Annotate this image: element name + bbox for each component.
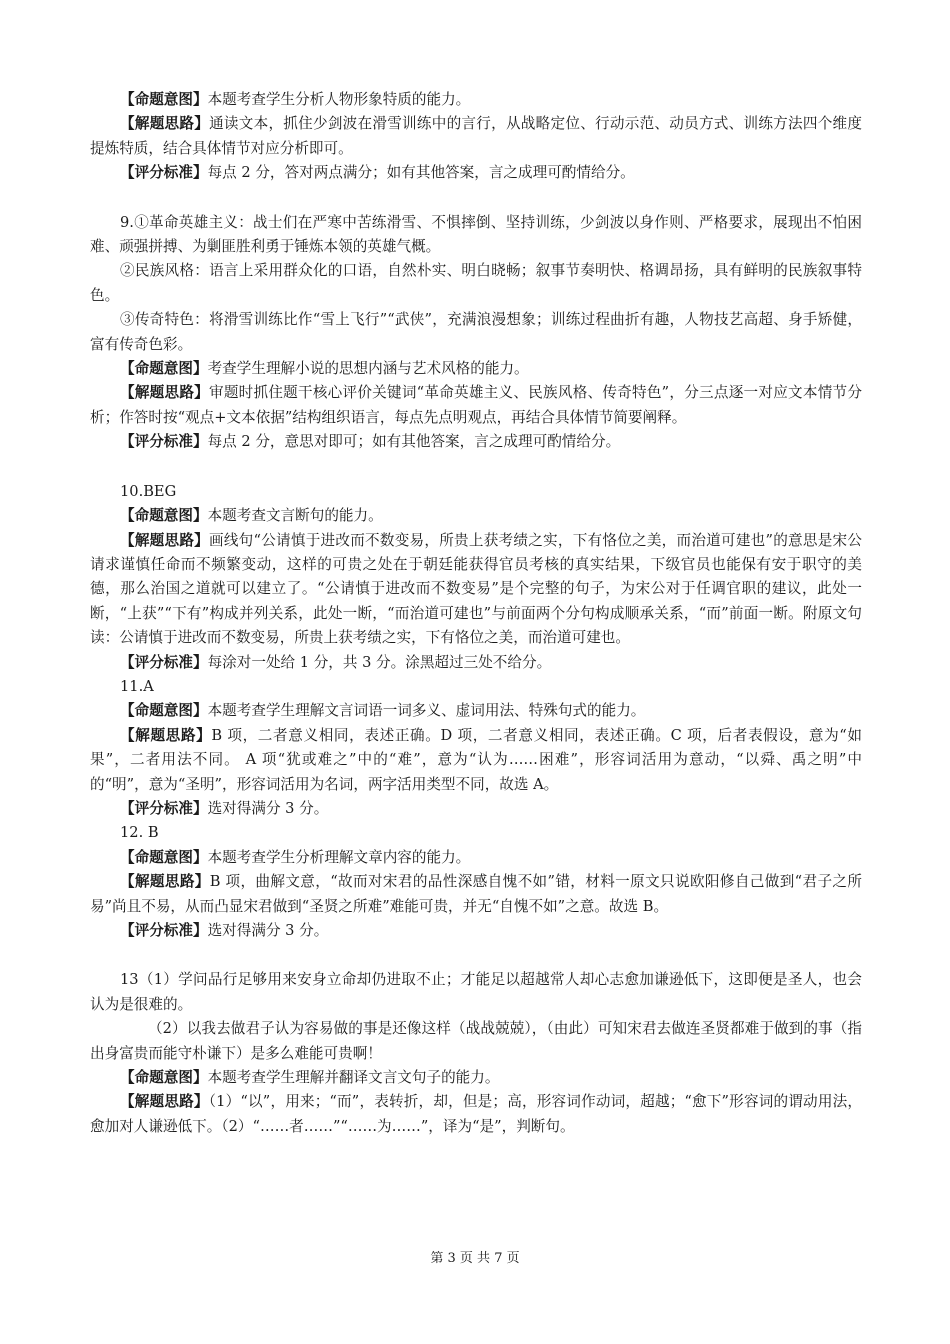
approach-tag: 【解题思路】 (120, 726, 212, 744)
intent-tag: 【命题意图】 (120, 848, 208, 866)
q10-approach: 【解题思路】画线句“公请慎于进改而不数变易，所贵上获考绩之实，下有恪位之美，而治道可建也”的意思是宋公请求谨慎任命而不频繁变动，这样的可贵之处在于朝廷能获得官员考核的真实结果，下级官员也能保有安于职守的美德，那么治国之道就可以建立了。“公请慎于进改而不数变易”是个完整的句子，为宋公对于任调官职的建议，此处一断，“上获”“下有”构成并列关系，此处一断，“而治道可建也”与前面两个分句构成顺承关系，“而”前面一断。附原文句读：公请慎于进改而不数变易，所贵上获考绩之实，下有恪位之美，而治道可建也。 (90, 531, 862, 647)
q11-approach: 【解题思路】B 项，二者意义相同，表述正确。D 项，二者意义相同，表述正确。C 项，后者表假设，意为“如果”，二者用法不同。 A 项“犹或难之”中的“难”，意为“认为……困难”，形容词活用为意动，“以舜、禹之明”中的“明”，意为“圣明”，形容词活用为名词，两字活用类型不同，故选 A。 (90, 726, 862, 793)
page-footer: 第 3 页 共 7 页 (430, 1251, 520, 1266)
q8-intent: 【命题意图】本题考查学生分析人物形象特质的能力。 (120, 91, 471, 108)
q13-answer-2: （2）以我去做君子认为容易做的事是还像这样（战战兢兢），（由此）可知宋君去做连圣贤都难于做到的事（指出身富贵而能守朴谦下）是多么难能可贵啊！ (90, 1020, 862, 1062)
q12-intent: 【命题意图】本题考查学生分析理解文章内容的能力。 (120, 848, 471, 866)
q13-approach: 【解题思路】（1）“以”，用来；“而”，表转折，却，但是；高，形容词作动词，超越；“愈下”形容词的谓动用法，愈加对人谦逊低下。（2）“……者……”“……为……”，译为“是”，判断句。 (90, 1093, 862, 1135)
q13-answer-1: 13（1）学问品行足够用来安身立命却仍进取不止；才能足以超越常人却心志愈加谦逊低下，这即便是圣人，也会认为是很难的。 (90, 971, 862, 1013)
q12-score: 【评分标准】选对得满分 3 分。 (120, 922, 329, 939)
q8-approach: 【解题思路】通读文本，抓住少剑波在滑雪训练中的言行，从战略定位、行动示范、动员方式、训练方法四个维度提炼特质，结合具体情节对应分析即可。 (90, 115, 862, 157)
q11-intent: 【命题意图】本题考查学生理解文言词语一词多义、虚词用法、特殊句式的能力。 (120, 702, 646, 720)
score-tag: 【评分标准】 (120, 164, 208, 182)
q9-score: 【评分标准】每点 2 分，意思对即可；如有其他答案，言之成理可酌情给分。 (120, 433, 621, 451)
approach-tag: 【解题思路】 (120, 384, 209, 402)
approach-tag: 【解题思路】 (120, 873, 210, 891)
score-tag: 【评分标准】 (120, 799, 208, 817)
q9-answer-1: 9.①革命英雄主义：战士们在严寒中苦练滑雪、不惧摔倒、坚持训练，少剑波以身作则、严格要求，展现出不怕困难、顽强拼搏、为剿匪胜利勇于锤炼本领的英雄气概。 (90, 213, 862, 256)
intent-tag: 【命题意图】 (120, 702, 208, 720)
score-tag: 【评分标准】 (120, 433, 208, 451)
intent-tag: 【命题意图】 (120, 1069, 208, 1087)
q11-answer: 11.A (120, 677, 154, 695)
q10-answer: 10.BEG (120, 482, 177, 500)
q9-answer-3: ③传奇特色：将滑雪训练比作“雪上飞行”“武侠”，充满浪漫想象；训练过程曲折有趣，人物技艺高超、身手矫健，富有传奇色彩。 (90, 311, 862, 353)
q10-intent: 【命题意图】本题考查文言断句的能力。 (120, 507, 383, 525)
score-tag: 【评分标准】 (120, 922, 208, 939)
q12-approach: 【解题思路】B 项，曲解文意，“故而对宋君的品性深感自愧不如”错，材料一原文只说欧阳修自己做到“君子之所易”尚且不易，从而凸显宋君做到“圣贤之所难”难能可贵，并无“自愧不如”之意。故选 B。 (90, 873, 862, 915)
q9-answer-2: ②民族风格：语言上采用群众化的口语，自然朴实、明白晓畅；叙事节奏明快、格调昂扬，具有鲜明的民族叙事特色。 (90, 262, 862, 304)
q8-score: 【评分标准】每点 2 分，答对两点满分；如有其他答案，言之成理可酌情给分。 (120, 164, 635, 182)
score-tag: 【评分标准】 (120, 653, 208, 671)
intent-tag: 【命题意图】 (120, 91, 208, 108)
q9-intent: 【命题意图】考查学生理解小说的思想内涵与艺术风格的能力。 (120, 360, 529, 378)
approach-tag: 【解题思路】 (120, 115, 210, 133)
approach-tag: 【解题思路】 (120, 1093, 209, 1111)
q12-answer: 12. B (120, 824, 159, 842)
approach-tag: 【解题思路】 (120, 531, 209, 549)
answer-document (90, 88, 862, 1139)
q9-approach: 【解题思路】审题时抓住题干核心评价关键词“革命英雄主义、民族风格、传奇特色”，分三点逐一对应文本情节分析；作答时按“观点+文本依据”结构组织语言，每点先点明观点，再结合具体情节简要阐释。 (90, 384, 862, 426)
intent-tag: 【命题意图】 (120, 507, 208, 525)
q13-intent: 【命题意图】本题考查学生理解并翻译文言文句子的能力。 (120, 1069, 500, 1087)
q11-score: 【评分标准】选对得满分 3 分。 (120, 799, 329, 817)
q10-score: 【评分标准】每涂对一处给 1 分，共 3 分。涂黑超过三处不给分。 (120, 653, 552, 671)
intent-tag: 【命题意图】 (120, 360, 208, 378)
